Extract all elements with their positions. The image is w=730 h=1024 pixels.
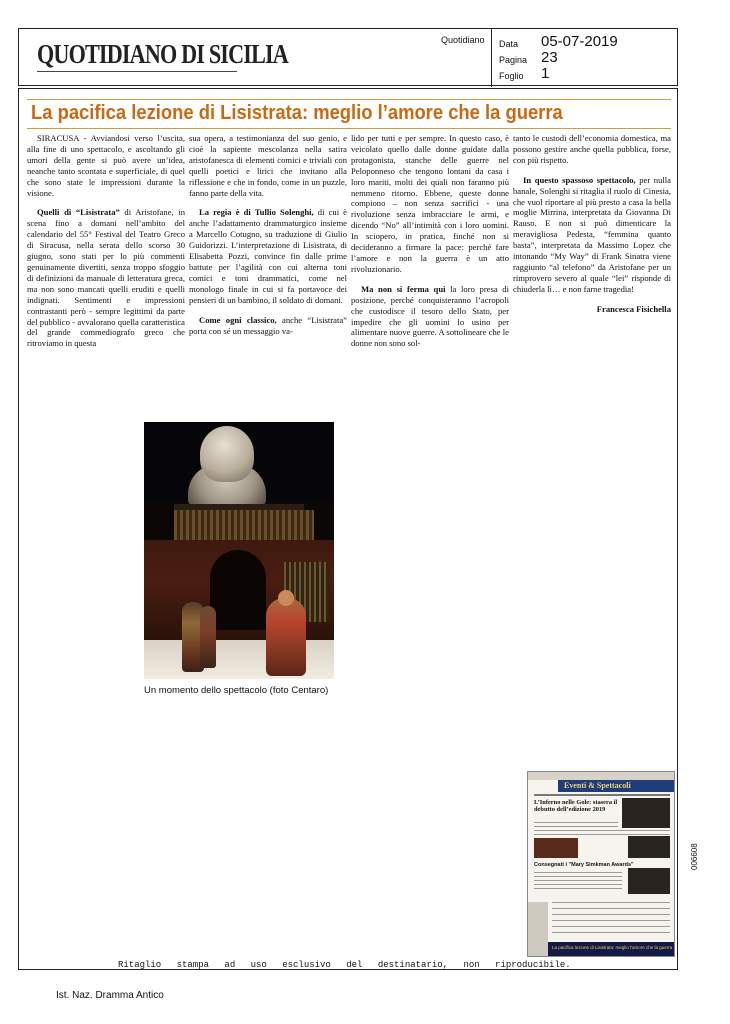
actress-figure <box>266 598 306 676</box>
page-value: 23 <box>541 49 558 66</box>
stage-fence <box>174 510 314 540</box>
thumbnail-text-line <box>552 926 670 927</box>
paragraph: tanto le custodi dell’economia domestica, ma possono gestire anche quella pubblica, forse, con più rispetto. <box>513 133 671 165</box>
statue-head <box>200 426 254 482</box>
article-frame <box>18 88 678 970</box>
thumbnail-text-line <box>534 884 622 885</box>
newspaper-masthead: QUOTIDIANO DI SICILIA <box>37 39 288 69</box>
thumbnail-subhead: Consegnati i "Mary Simkman Awards" <box>534 862 634 868</box>
article-headline-bar <box>27 99 671 129</box>
thumbnail-article-title: La pacifica lezione di Lisistrata: meglio l’amore che la guerra <box>552 945 673 950</box>
thumbnail-text-line <box>534 834 670 835</box>
page-thumbnail <box>527 771 675 957</box>
paragraph: sua opera, a testimonianza del suo genio, e cioè la sapiente mescolanza nella satira aristofanesca di elementi comici e triviali con quelli poetici e lirici che invitano alla riflessione e che in fondo, come in un puzzle, fanno parte della vita. <box>189 133 347 198</box>
thumbnail-text-line <box>534 876 622 877</box>
paragraph <box>513 175 671 295</box>
sheet-value: 1 <box>541 65 550 82</box>
author-signature: Francesca Fisichella <box>596 303 671 314</box>
paragraph: SIRACUSA - Avviandosi verso l’uscita, alla fine di uno spettacolo, e ascoltando gli umori della gente si può avere un’idea, neanche tanto scontata e superficiale, di quel che sono state le impressioni durante la visione. <box>27 133 185 198</box>
thumbnail-text-line <box>534 888 622 889</box>
thumbnail-text-line <box>552 920 670 921</box>
sheet-label: Foglio <box>499 71 524 81</box>
paragraph-lead: In questo spassoso spettacolo, <box>523 174 636 185</box>
paragraph <box>27 207 185 349</box>
date-value: 05-07-2019 <box>541 33 618 50</box>
thumbnail-section-title: Eventi & Spettacoli <box>564 781 631 790</box>
header-divider <box>491 29 492 87</box>
date-label: Data <box>499 39 519 49</box>
paragraph-lead: Quelli di “Lisistrata” <box>37 207 120 218</box>
paragraph <box>189 315 347 337</box>
article-column-3 <box>351 133 509 358</box>
stage-arch <box>210 550 266 630</box>
thumbnail-text-line <box>552 914 670 915</box>
paragraph-text: di Aristofane, in scena fino a domani nell’ambito del calendario del 55° Festival del Teatro Greco di Siracusa, nella serata dello scorso 30 giugno, sono stati per lo più commenti genuinamente divertiti, senza troppo sfoggio di definizioni da manuale di letteratura greca, ma non sono mancati quelli eruditi e quelli indignati. Sentimenti e impressioni contrastanti però - sempre legittimi da parte del pubblico - avvalorano quella caratteristica del grande commediografo greco che ritroviamo in questa <box>27 207 186 349</box>
client-name: Ist. Naz. Dramma Antico <box>56 990 164 1001</box>
copyright-notice: Ritaglio stampa ad uso esclusivo del destinatario, non riproducibile. <box>118 960 571 970</box>
article-headline: La pacifica lezione di Lisistrata: meglio l’amore che la guerra <box>31 102 563 124</box>
thumbnail-photo <box>628 868 670 894</box>
clipping-header <box>18 28 678 86</box>
clipping-code: 006608 <box>690 843 699 870</box>
thumbnail-article-band <box>548 942 675 957</box>
page-label: Pagina <box>499 55 528 65</box>
paragraph-lead: Come ogni classico, <box>199 314 277 325</box>
thumbnail-photo <box>534 838 578 858</box>
thumbnail-text-line <box>534 830 670 831</box>
thumbnail-side-ad <box>528 902 548 957</box>
article-column-2 <box>189 133 347 345</box>
thumbnail-text-line <box>534 826 618 827</box>
thumbnail-topbar <box>528 772 675 780</box>
thumbnail-text-line <box>552 908 670 909</box>
photo-caption: Un momento dello spettacolo (foto Centaro) <box>144 685 329 696</box>
paragraph <box>351 284 509 349</box>
paragraph-text: anche “Lisistrata” porta con sé un messaggio va- <box>189 314 347 336</box>
thumbnail-text-line <box>534 872 622 873</box>
paragraph-text: per nulla banale, Solenghi si ritaglia il ruolo di Cinesia, che vuol riportare al più presto a casa la bella moglie Mirrina, interpretata da Giovanna Di Rauso. E non si può dimenticare la meravigliosa Pedesta, “femmina quanto basta”, interpretata da Massimo Lopez che intonando “My Way” di Frank Sinatra viene raggiunto “al telefono” da Aristofane per un rimprovero severo al quale “lei” risponde di chiuderla lì… e non farne tragedia! <box>513 174 671 294</box>
thumbnail-photo <box>622 798 670 828</box>
masthead-underline <box>37 71 237 72</box>
paragraph-text: di cui è anche l’adattamento drammaturgico insieme a Marcello Cotugno, su traduzione di Giulio Guidorizzi. L’interpretazione di Lisistrata, di Elisabetta Pozzi, convince fin dalle prime battute per l’agilità con cui alterna toni comici e toni drammatici, come nel monologo finale in cui si fa portavoce dei pensieri di un bambino, il soldato di domani. <box>189 207 347 305</box>
thumbnail-section-band <box>558 780 675 792</box>
stage-photo <box>144 422 334 679</box>
actress-head <box>278 590 294 606</box>
paragraph: lido per tutti e per sempre. In questo caso, è veicolato quello dalle donne guidate dalla protagonista, stanche delle guerre nel Peloponneso che tengono lontani da casa i loro mariti, molti dei quali non faranno più nemmeno ritorno. Ebbene, queste donne compiono – non senza sacrifici - una rivoluzione senza imbracciare le armi, e dicendo “No” all’intimità con i loro uomini. In sciopero, in pratica, finché non si decideranno a firmare la pace: perché fare l’amore e non la guerra è un atto rivoluzionario. <box>351 133 509 274</box>
thumbnail-text-line <box>534 822 618 823</box>
thumbnail-rule <box>534 794 670 796</box>
paragraph <box>189 207 347 305</box>
thumbnail-text-line <box>552 902 670 903</box>
publication-type: Quotidiano <box>441 35 485 45</box>
article-column-1 <box>27 133 185 358</box>
thumbnail-text-line <box>552 932 670 933</box>
paragraph-lead: La regia è di Tullio Solenghi, <box>199 207 314 218</box>
article-column-4 <box>513 133 671 324</box>
actor-figure <box>200 606 216 668</box>
thumbnail-headline: L’Inferno nelle Gole: stasera il debutto dell’edizione 2019 <box>534 799 618 813</box>
paragraph-text: la loro presa di posizione, perché conquisteranno l’acropoli che custodisce il tesoro dello Stato, per impedire che gli uomini lo usino per alimentare nuove guerre. A sottolineare che le donne non sono sol- <box>351 283 509 349</box>
paragraph-lead: Ma non si ferma qui <box>361 283 446 294</box>
thumbnail-photo <box>628 836 670 858</box>
thumbnail-text-line <box>534 880 622 881</box>
